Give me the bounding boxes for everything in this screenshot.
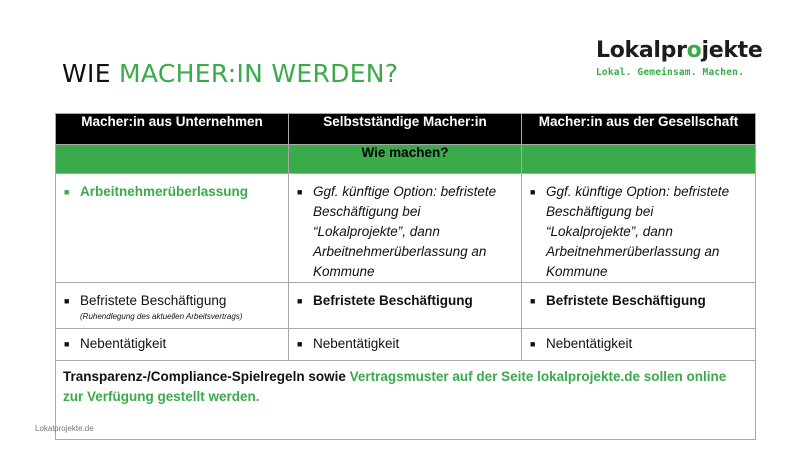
cell-text: Ggf. künftige Option: befristete Beschäftigung bei “Lokalprojekte”, dann Arbeitnehmerüberlassung an Kommune [546, 184, 730, 279]
logo-slogan: Lokal. Gemeinsam. Machen. [596, 67, 744, 78]
cell-text: Befristete Beschäftigung [313, 293, 473, 308]
footer-note [56, 361, 755, 413]
header-unternehmen: Macher:in aus Unternehmen [56, 114, 289, 145]
title-highlight: MACHER:IN WERDEN? [119, 59, 399, 88]
brand-logo [596, 38, 763, 78]
footer-text-green: Vertragsmuster auf der Seite lokalprojekte.de sollen online zur Verfügung gestellt werden. [63, 369, 727, 404]
subheader-empty-right [522, 145, 756, 174]
bullet-icon: ■ [64, 339, 70, 349]
bullet-icon: ■ [297, 296, 303, 306]
title-prefix: WIE [62, 59, 120, 88]
bullet-icon: ■ [530, 187, 536, 197]
logo-wordmark [596, 38, 763, 64]
comparison-table [55, 113, 756, 440]
subheader-label: Wie machen? [289, 145, 522, 174]
cell-text: Arbeitnehmerüberlassung [80, 184, 249, 199]
cell-text: Befristete Beschäftigung [80, 293, 227, 308]
page-title [62, 58, 398, 90]
logo-word-pre: Lokalpr [596, 38, 687, 63]
footer-row [56, 361, 756, 440]
header-selbststaendig: Selbstständige Macher:in [289, 114, 522, 145]
bullet-icon: ■ [297, 187, 303, 197]
header-gesellschaft: Macher:in aus der Gesellschaft [522, 114, 756, 145]
site-label: Lokalprojekte.de [35, 424, 94, 433]
bullet-icon: ■ [530, 339, 536, 349]
bullet-icon: ■ [64, 187, 70, 197]
bullet-icon: ■ [530, 296, 536, 306]
cell-text: Nebentätigkeit [546, 336, 633, 351]
subheader-row [56, 145, 756, 174]
header-row [56, 114, 756, 145]
logo-pin-o: o [686, 38, 702, 63]
cell-text: Nebentätigkeit [313, 336, 400, 351]
table-row [56, 174, 756, 283]
logo-word-post: jekte [701, 38, 763, 63]
cell-text: Ggf. künftige Option: befristete Beschäftigung bei “Lokalprojekte”, dann Arbeitnehmerüberlassung an Kommune [313, 184, 497, 279]
cell-note: (Ruhendlegung des aktuellen Arbeitsvertrags) [80, 312, 243, 321]
footer-text-black: Transparenz-/Compliance-Spielregeln sowie [63, 369, 350, 384]
cell-text: Nebentätigkeit [80, 336, 167, 351]
bullet-icon: ■ [64, 296, 70, 306]
bullet-icon: ■ [297, 339, 303, 349]
table-row [56, 283, 756, 329]
subheader-empty-left [56, 145, 289, 174]
cell-text: Befristete Beschäftigung [546, 293, 706, 308]
table-row [56, 329, 756, 361]
